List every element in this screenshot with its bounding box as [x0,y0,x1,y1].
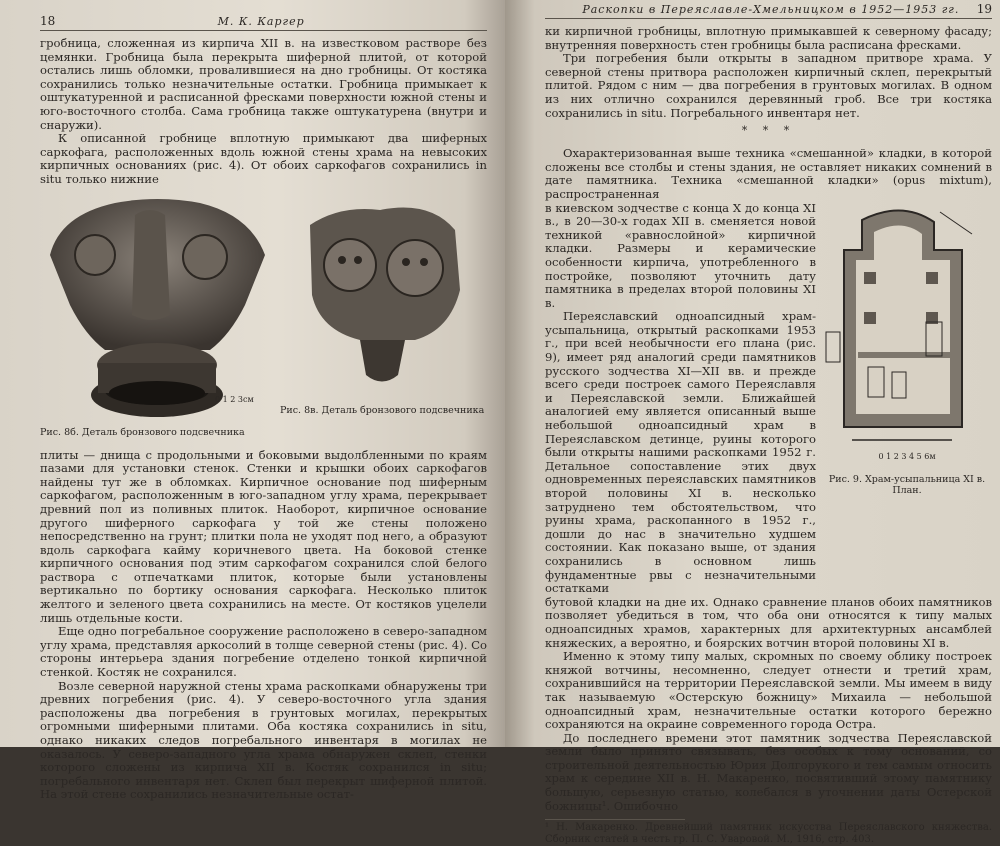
candlestick-detail-8b-figure [40,195,275,420]
right-running-title: Раскопки в Переяславле-Хмельницком в 1952—1953 гг. [582,3,960,16]
right-paragraph-6: До последнего времени этот памятник зодчества Переяславской земли было принято связывать, без особых к тому оснований, со строительной деятельностью Юрия Долгорукого и тем самым относить храм к середине XII в. Н. Макаренко, посвятивший этому памятнику большую, серьезную статью, колебался в уточнении даты Остерской божницы¹. Ошибочно [545,730,992,813]
left-paragraph-5: Возле северной наружной стены храма раскопками обнаружены три древних погребения (рис. 4). У северо-восточного угла здания расположены два погребения в грунтовых могилах, перекрытых огромными шиферными плитами. Оба костяка сохранились in situ, однако никаких следов погребального инвентаря в могилах не оказалось. У северо-западного угла храма обнаружен склеп, стенки которого сложены из кирпича XII в. Костяк сохранился in situ; погребального инвентаря нет. Склеп был перекрыт шиферной плитой. На этой стене сохранились незначительные остат- [40,678,487,802]
footnote: ¹ Н. Макаренко. Древнейший памятник искусства Переяславского княжества. Сборник статей в честь гр. П. С. Уваровой. М., 1916, стр. 403. [545,822,992,846]
right-paragraph-2: Три погребения были открыты в западном притворе храма. У северной стены притвора расположен кирпичный склеп, перекрытый плитой. Рядом с ним — два погребения в грунтовых могилах. В одном из них отлично сохранился деревянный гроб. Все три костяка сохранились in situ. Погребального инвентаря нет. [545,51,992,120]
right-paragraph-1: ки кирпичной гробницы, вплотную примыкавшей к северному фасаду; внутренняя поверхность стен гробницы была расписана фресками. [545,24,992,52]
left-paragraph-2: К описанной гробнице вплотную примыкают два шиферных саркофага, расположенных вдоль южной стены храма на невысоких кирпичных основаниях (рис. 4). От обоих саркофагов сохранились in situ только нижние [40,131,487,186]
plan-scale-label: 0 1 2 3 4 5 6м [878,451,936,461]
church-plan-drawing [822,202,992,467]
candlestick-detail-8v-figure [300,200,465,395]
left-paragraph-3: плиты — днища с продольными и боковыми выдолбленными по краям пазами для установки стенок. Стенки и крышки обоих саркофагов найдены тут же в обломках. Кирпичное основание под шиферным саркофагом, расположенным в юго-западном углу храма, перекрывает древний пол из поливных плиток. Наоборот, кирпичное основание другого шиферного саркофага у той же стены положено непосредственно на грунт; плитки пола не уходят под него, а образуют вдоль саркофага кайму коричневого цвета. На боковой стенке кирпичного основания под этим саркофагом сохранился слой белого раствора с отпечатками плиток, которые были установлены вертикально по бортику основания саркофага. Несколько плиток желтого и зеленого цвета сохранились на месте. От костяков уцелели лишь отдельные кости. [40,447,487,625]
left-page-number: 18 [40,14,56,28]
right-page-number: 19 [976,2,992,16]
right-paragraph-3-wrap: в киевском зодчестве с конца X до конца XI в., в 20—30-х годах XII в. сменяется новой техникой «равнослойной» кирпичной кладки. Размеры и керамические особенности кирпича, употребленного в постройке, позволяют уточнить дату памятника в пределах второй половины XI в. [545,200,816,310]
right-paragraph-5: Именно к этому типу малых, скромных по своему облику построек княжой вотчины, несомненно, следует отнести и третий храм, сохранившийся на территории Переяславской земли. Мы имеем в виду так называемую «Остерскую божницу» Михаила — небольшой одноапсидный храм, незначительные остатки которого бережно сохраняются на окраине современного города Остра. [545,649,992,732]
figure-8v-caption: Рис. 8в. Деталь бронзового подсвечника [280,404,485,416]
right-page [505,0,1000,846]
text-with-plan [545,202,992,596]
right-running-head [545,2,992,19]
plan-caption: Рис. 9. Храм-усыпальница XI в. План. [828,473,986,496]
section-break-stars: * * * [741,124,796,138]
left-page [0,0,505,802]
plan-figure [822,202,992,596]
scale-bar-label: 0 1 2 3см [215,394,254,404]
figure-8b-caption: Рис. 8б. Деталь бронзового подсвечника [40,426,245,438]
left-paragraph-1: гробница, сложенная из кирпича XII в. на известковом растворе без цемянки. Гробница была перекрыта шиферной плитой, от которой остались лишь обломки, провалившиеся на дно гробницы. От костяка сохранились только незначительные остатки. Гробница примыкает к оштукатуренной и расписанной фресками поверхности южной стены и юго-восточного столба. Сама гробница также оштукатурена (внутри и снаружи). [40,36,487,132]
footnote-rule [545,819,685,820]
left-running-head [40,14,487,31]
figure-row [40,195,487,445]
right-paragraph-3-top: Охарактеризованная выше техника «смешанной» кладки, в которой сложены все столбы и стены здания, не оставляет никаких сомнений в дате памятника. Техника «смешанной кладки» (opus mixtum), распространенная [545,146,992,201]
right-paragraph-4-wrap: Переяславский одноапсидный храм-усыпальница, открытый раскопками 1953 г., при всей необычности его плана (рис. 9), имеет ряд аналогий среди памятников русского зодчества XI—XII вв. и прежде всего среди построек самого Переяславля и Переяславской земли. Ближайшей аналогией ему является описанный выше небольшой одноапсидный храм в Переяславском детинце, руины которого были открыты нашими раскопками 1952 г. Детальное сопоставление этих двух одновременных переяславских памятников второй половины XI в. несколько затруднено тем обстоятельством, что руины храма, раскопанного в 1952 г., дошли до нас в значительно худшем состоянии. Как показано выше, от здания сохранились в основном лишь фундаментные рвы с незначительными остатками [545,309,816,596]
left-running-title: М. К. Каргер [217,15,305,28]
right-paragraph-4-rest: бутовой кладки на дне их. Однако сравнение планов обоих памятников позволяет убедиться в том, что оба они относятся к типу малых одноапсидных храмов, характерных для архитектурных ансамблей княжеских, а вероятно, и боярских вотчин второй половины XI в. [545,594,992,650]
left-paragraph-4: Еще одно погребальное сооружение расположено в северо-западном углу храма, представляя аркосолий в толще северной стены (рис. 4). Со стороны интерьера здания погребение отделено тонкой кирпичной стенкой. Костяк не сохранился. [40,624,487,680]
